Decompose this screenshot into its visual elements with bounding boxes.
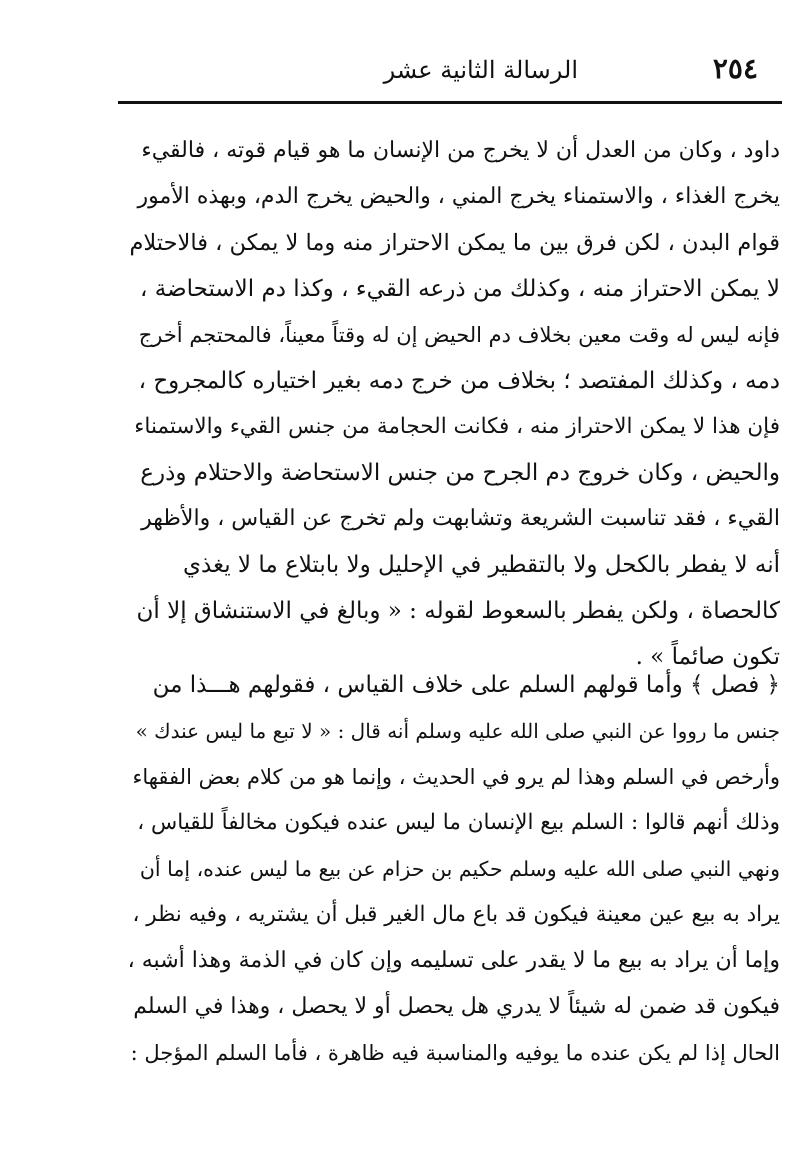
text-line: وأرخص في السلم وهذا لم يرو في الحديث ، وإنما هو من كلام بعض الفقهاء — [132, 764, 780, 789]
text-line: القيء ، فقد تناسبت الشريعة وتشابهت ولم تخرج عن القياس ، والأظهر — [141, 506, 780, 531]
text-line: فيكون قد ضمن له شيئاً لا يدري هل يحصل أو لا يحصل ، وهذا في السلم — [133, 994, 780, 1019]
text-line: قوام البدن ، لكن فرق بين ما يمكن الاحتراز منه وما لا يمكن ، فالاحتلام — [129, 229, 780, 256]
page-number: ٢٥٤ — [712, 52, 758, 85]
text-line: ونهي النبي صلى الله عليه وسلم حكيم بن حزام عن بيع ما ليس عنده، إما أن — [139, 856, 780, 881]
text-line: ﴿ فصل ﴾ وأما قولهم السلم على خلاف القياس ، فقولهم هـــذا من — [152, 671, 780, 698]
text-line: الحال إذا لم يكن عنده ما يوفيه والمناسبة فيه ظاهرة ، فأما السلم المؤجل : — [130, 1040, 780, 1065]
text-line: يراد به بيع عين معينة فيكون قد باع مال الغير قبل أن يشتريه ، وفيه نظر ، — [132, 902, 780, 928]
text-line: فإن هذا لا يمكن الاحتراز منه ، فكانت الحجامة من جنس القيء والاستمناء — [134, 414, 780, 440]
text-line: لا يمكن الاحتراز منه ، وكذلك من ذرعه القيء ، وكذا دم الاستحاضة ، — [140, 275, 780, 302]
text-line: يخرج الغذاء ، والاستمناء يخرج المني ، والحيض يخرج الدم، وبهذه الأمور — [137, 184, 780, 209]
text-line: فإنه ليس له وقت معين بخلاف دم الحيض إن له وقتاً معيناً، فالمحتجم أخرج — [138, 322, 780, 347]
text-line: داود ، وكان من العدل أن لا يخرج من الإنسان ما هو قيام قوته ، فالقيء — [141, 138, 780, 163]
text-line: وإما أن يراد به بيع ما لا يقدر على تسليمه وإن كان في الذمة وهذا أشبه ، — [128, 948, 780, 973]
text-line: تكون صائماً » . — [635, 643, 780, 670]
text-line: وذلك أنهم قالوا : السلم بيع الإنسان ما ليس عنده فيكون مخالفاً للقياس ، — [137, 810, 780, 836]
text-line: جنس ما رووا عن النبي صلى الله عليه وسلم أنه قال : « لا تبع ما ليس عندك » — [135, 719, 780, 743]
running-title: الرسالة الثانية عشر — [383, 56, 578, 84]
page-header — [118, 44, 778, 94]
paragraph-1 — [128, 128, 780, 680]
text-line: أنه لا يفطر بالكحل ولا بالتقطير في الإحليل ولا بابتلاع ما لا يغذي — [183, 551, 780, 578]
header-rule — [118, 101, 782, 104]
paragraph-2 — [128, 662, 780, 1076]
text-line: دمه ، وكذلك المفتصد ؛ بخلاف من خرج دمه بغير اختياره كالمجروح ، — [138, 367, 780, 394]
text-line: والحيض ، وكان خروج دم الجرح من جنس الاستحاضة والاحتلام وذرع — [140, 459, 780, 486]
text-line: كالحصاة ، ولكن يفطر بالسعوط لقوله : « وبالغ في الاستنشاق إلا أن — [136, 597, 780, 624]
